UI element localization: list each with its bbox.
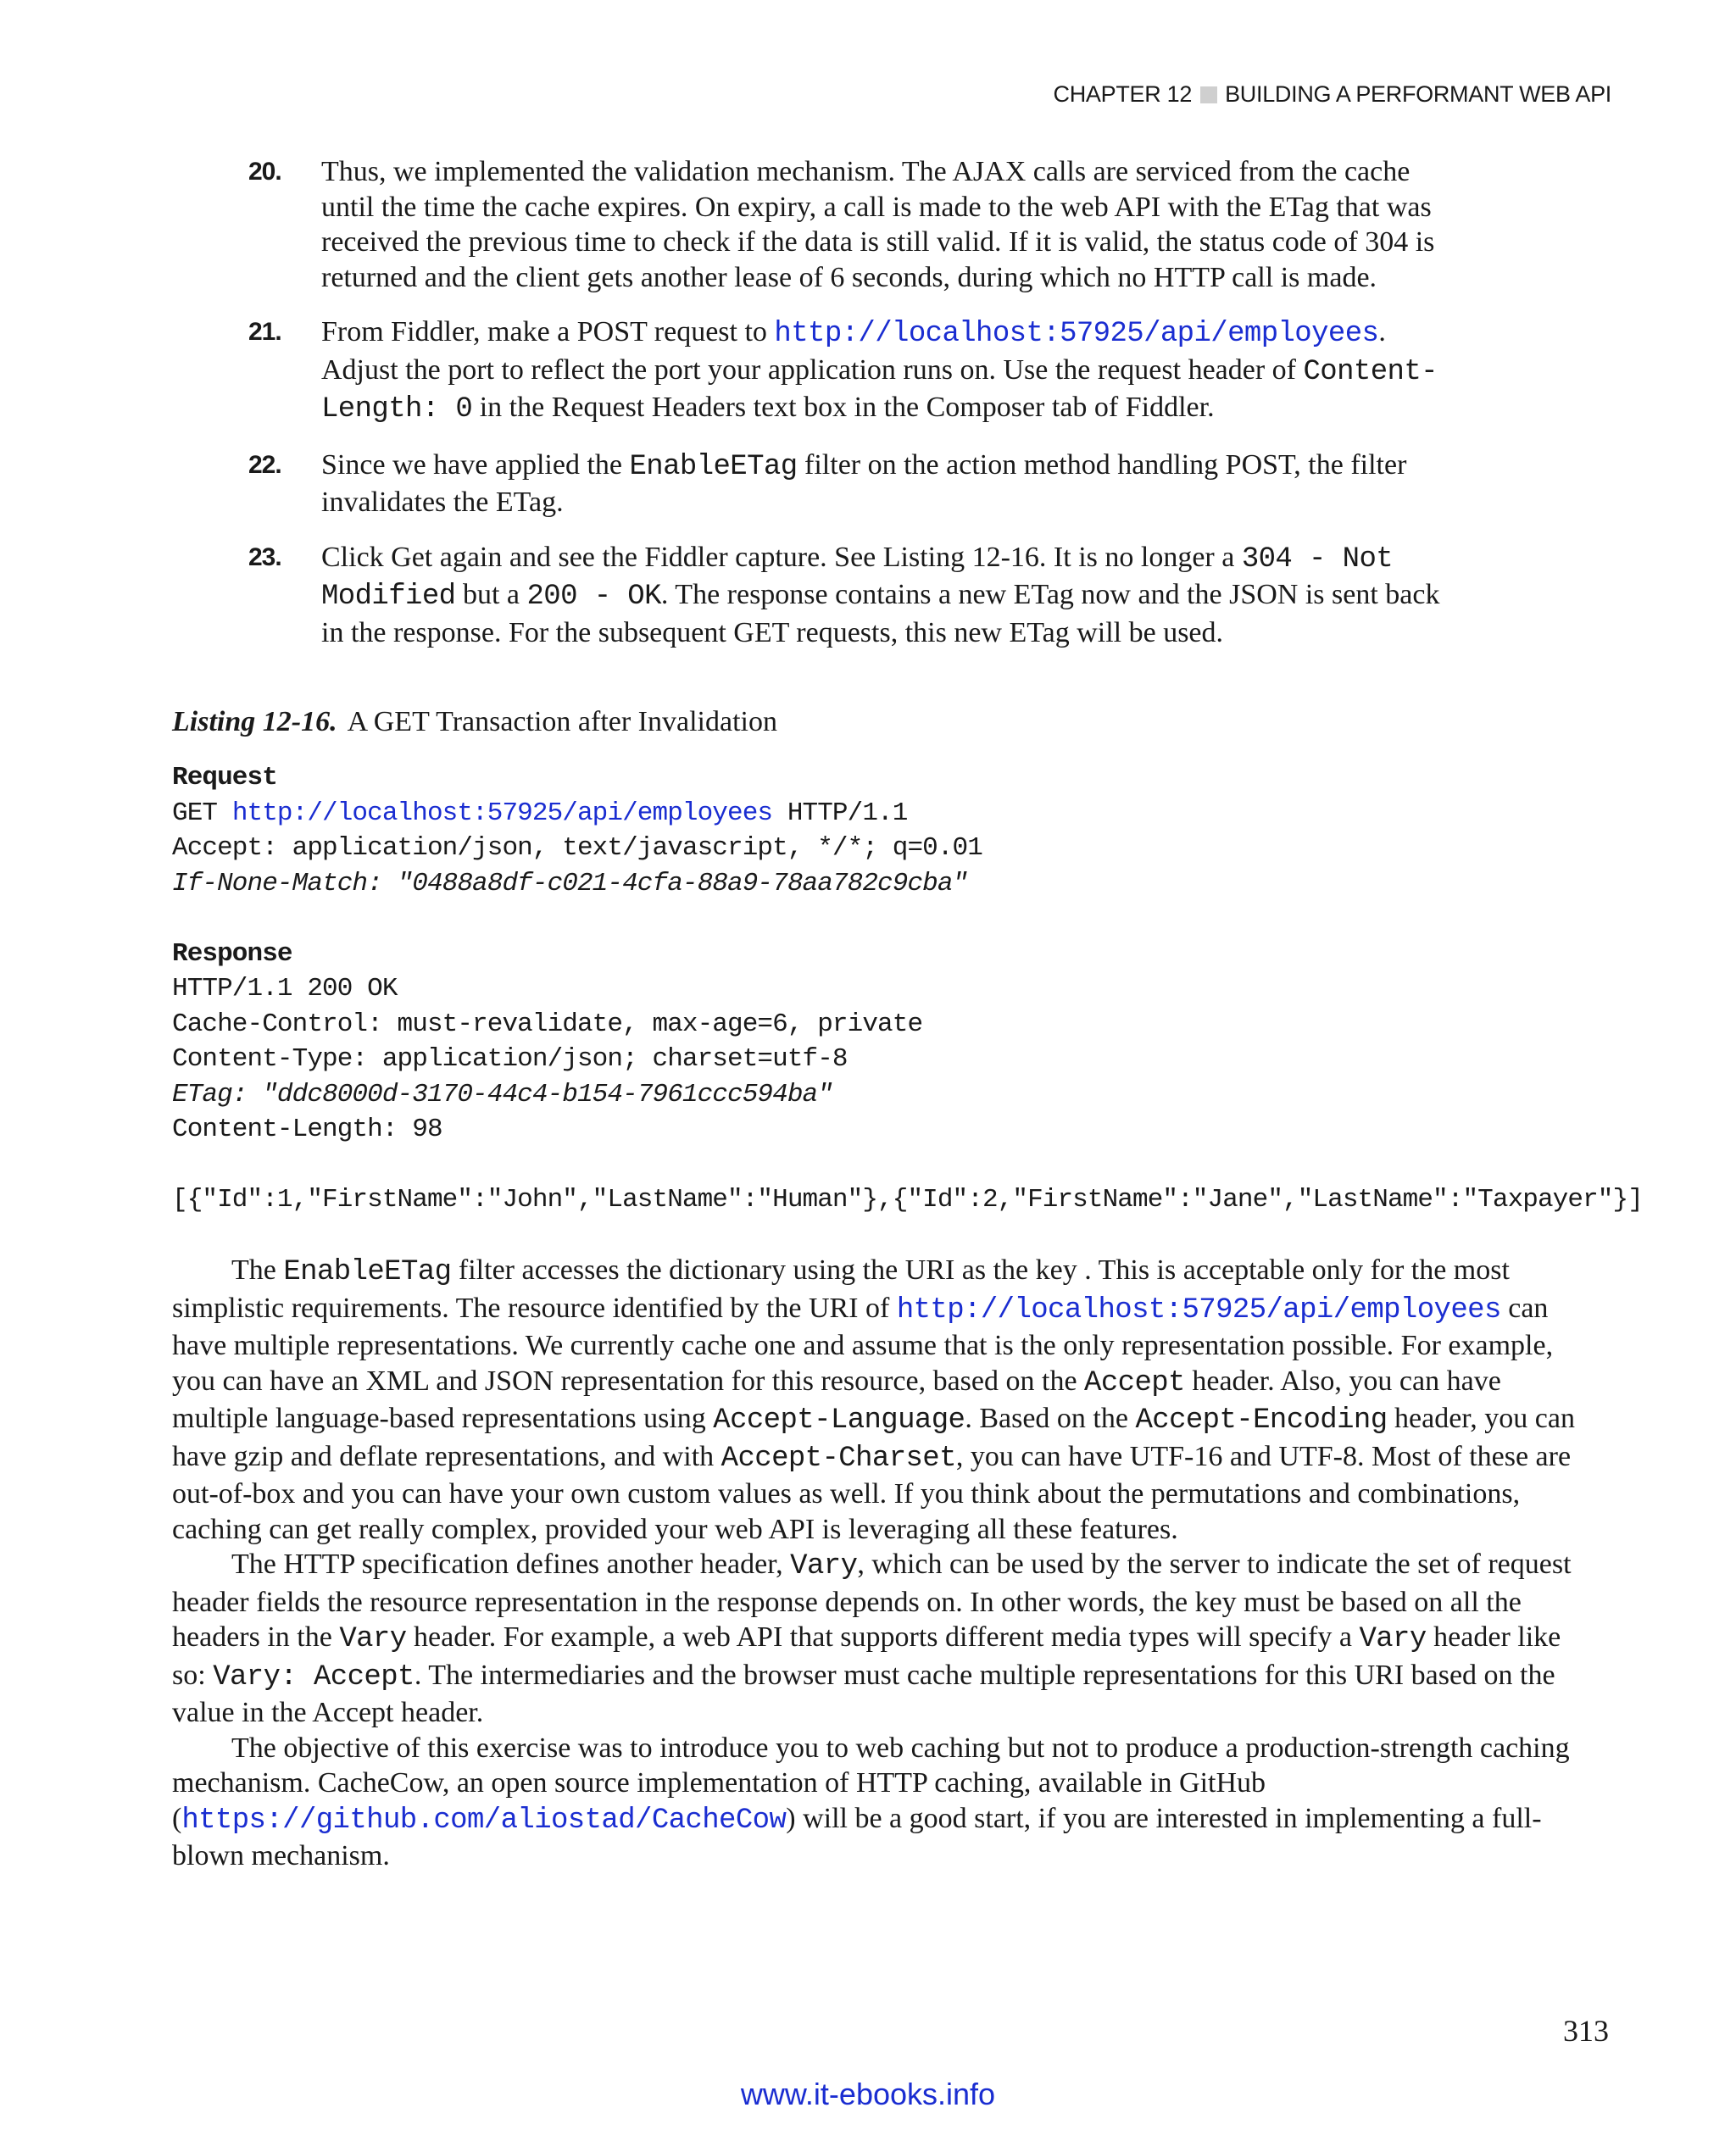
text: . Based on the bbox=[965, 1403, 1136, 1434]
step-text: filter on the action method handling POST, the filter invalidates the ETag. bbox=[321, 448, 1407, 518]
step-number: 23. bbox=[248, 542, 281, 571]
text: filter accesses the dictionary using the URI as the key . This is acceptable only for the most simplistic requirements. The resource identified by the URI of bbox=[172, 1254, 1510, 1324]
inline-code: EnableETag bbox=[629, 450, 798, 483]
code-listing bbox=[172, 760, 1643, 1218]
step-22 bbox=[248, 448, 1452, 520]
step-text: From Fiddler, make a POST request to bbox=[321, 316, 775, 348]
step-text: Since we have applied the bbox=[321, 448, 630, 481]
inline-code: Accept-Charset bbox=[721, 1442, 956, 1475]
text: ) will be a good start, if you are interested in implementing a full-blown mechanism. bbox=[172, 1802, 1542, 1871]
step-text: in the Request Headers text box in the Composer tab of Fiddler. bbox=[472, 392, 1215, 423]
step-number: 22. bbox=[248, 450, 281, 479]
step-text: Click Get again and see the Fiddler capture. See Listing 12-16. It is no longer a bbox=[321, 541, 1242, 573]
step-20 bbox=[248, 154, 1452, 295]
response-heading: Response bbox=[172, 938, 292, 969]
running-header bbox=[1054, 81, 1611, 108]
code-blank-line bbox=[172, 1148, 1643, 1183]
employees-api-link[interactable]: http://localhost:57925/api/employees bbox=[896, 1293, 1501, 1326]
code-line-etag: ETag: "ddc8000d-3170-44c4-b154-7961ccc594ba" bbox=[172, 1079, 832, 1109]
step-text: but a bbox=[455, 579, 527, 610]
inline-code: 200 - OK bbox=[526, 581, 661, 613]
chapter-title: BUILDING A PERFORMANT WEB API bbox=[1225, 81, 1611, 107]
body-text bbox=[172, 1253, 1600, 1874]
header-separator-square bbox=[1200, 86, 1217, 103]
step-21 bbox=[248, 314, 1452, 428]
inline-code: Content-Length: 0 bbox=[321, 355, 1438, 425]
code-text: HTTP/1.1 bbox=[772, 798, 908, 828]
cachecow-github-link[interactable]: https://github.com/aliostad/CacheCow bbox=[181, 1804, 787, 1837]
step-number: 21. bbox=[248, 318, 281, 346]
text: header like so: bbox=[172, 1621, 1561, 1691]
listing-title: A GET Transaction after Invalidation bbox=[347, 706, 777, 737]
listing-label: Listing 12-16. bbox=[172, 706, 337, 737]
inline-code: 304 - Not Modified bbox=[321, 542, 1394, 613]
footer-link[interactable]: www.it-ebooks.info bbox=[740, 2077, 996, 2111]
request-heading: Request bbox=[172, 763, 277, 792]
inline-code: EnableETag bbox=[283, 1256, 452, 1288]
listing-caption bbox=[172, 706, 777, 738]
code-blank-line bbox=[172, 901, 1643, 937]
code-line-content-type: Content-Type: application/json; charset=utf-8 bbox=[172, 1044, 848, 1074]
code-line-accept: Accept: application/json, text/javascript, */*; q=0.01 bbox=[172, 833, 982, 863]
inline-code: Accept-Encoding bbox=[1135, 1404, 1388, 1437]
inline-code: Accept-Language bbox=[713, 1404, 965, 1437]
code-get-url-link[interactable]: http://localhost:57925/api/employees bbox=[231, 798, 773, 828]
code-text: GET bbox=[172, 798, 232, 828]
inline-code: Vary bbox=[1359, 1623, 1427, 1655]
text: can have multiple representations. We currently cache one and assume that is the only representation possible. For example, you can have an XML and JSON representation for this resource, based on the bbox=[172, 1292, 1554, 1397]
text: header. Also, you can have multiple language-based representations using bbox=[172, 1365, 1501, 1434]
step-23 bbox=[248, 540, 1452, 651]
code-line-content-length: Content-Length: 98 bbox=[172, 1115, 442, 1144]
inline-code: Accept bbox=[1084, 1366, 1185, 1399]
text: , which can be used by the server to indicate the set of request header fields the resource representation in the response depends on. In other words, the key must be based on all the headers in the bbox=[172, 1549, 1572, 1653]
text: The HTTP specification defines another header, bbox=[231, 1549, 791, 1580]
step-number: 20. bbox=[248, 158, 281, 186]
text: The bbox=[231, 1254, 284, 1286]
paragraph-1 bbox=[172, 1253, 1600, 1547]
text: header, you can have gzip and deflate representations, and with bbox=[172, 1403, 1575, 1472]
step-text: . Adjust the port to reflect the port your application runs on. Use the request header of bbox=[321, 316, 1386, 386]
inline-code: Vary bbox=[790, 1550, 858, 1582]
code-line-if-none-match: If-None-Match: "0488a8df-c021-4cfa-88a9-78aa782c9cba" bbox=[172, 868, 968, 898]
numbered-steps bbox=[248, 154, 1452, 670]
code-line-cache-control: Cache-Control: must-revalidate, max-age=6, private bbox=[172, 1009, 923, 1039]
text: . The intermediaries and the browser must cache multiple representations for this URI based on the value in the Accept header. bbox=[172, 1659, 1555, 1728]
code-line-json: [{"Id":1,"FirstName":"John","LastName":"Human"},{"Id":2,"FirstName":"Jane","LastName":"Taxpayer"}] bbox=[172, 1185, 1643, 1215]
code-line-status: HTTP/1.1 200 OK bbox=[172, 974, 398, 1004]
text: The objective of this exercise was to introduce you to web caching but not to produce a production-strength caching mechanism. CacheCow, an open source implementation of HTTP caching, available in GitHub ( bbox=[172, 1732, 1570, 1834]
paragraph-3 bbox=[172, 1731, 1600, 1874]
step-text: . The response contains a new ETag now and the JSON is sent back in the response. For the subsequent GET requests, this new ETag will be used. bbox=[321, 579, 1440, 648]
chapter-label: CHAPTER 12 bbox=[1053, 81, 1193, 107]
page-number: 313 bbox=[1563, 2014, 1609, 2048]
code-line-get bbox=[172, 796, 1643, 831]
text: header. For example, a web API that supports different media types will specify a bbox=[406, 1621, 1360, 1653]
text: , you can have UTF-16 and UTF-8. Most of these are out-of-box and you can have your own custom values as well. If you think about the permutations and combinations, caching can get really complex, provided your web API is leveraging all these features. bbox=[172, 1440, 1572, 1545]
paragraph-2 bbox=[172, 1547, 1600, 1731]
employees-api-link[interactable]: http://localhost:57925/api/employees bbox=[774, 318, 1379, 350]
step-text: Thus, we implemented the validation mechanism. The AJAX calls are serviced from the cache until the time the cache expires. On expiry, a call is made to the web API with the ETag that was received the previous time to check if the data is still valid. If it is valid, the status code of 304 is returned and the client gets another lease of 6 seconds, during which no HTTP call is made. bbox=[321, 156, 1435, 293]
inline-code: Vary bbox=[339, 1623, 407, 1655]
inline-code: Vary: Accept bbox=[213, 1660, 415, 1693]
